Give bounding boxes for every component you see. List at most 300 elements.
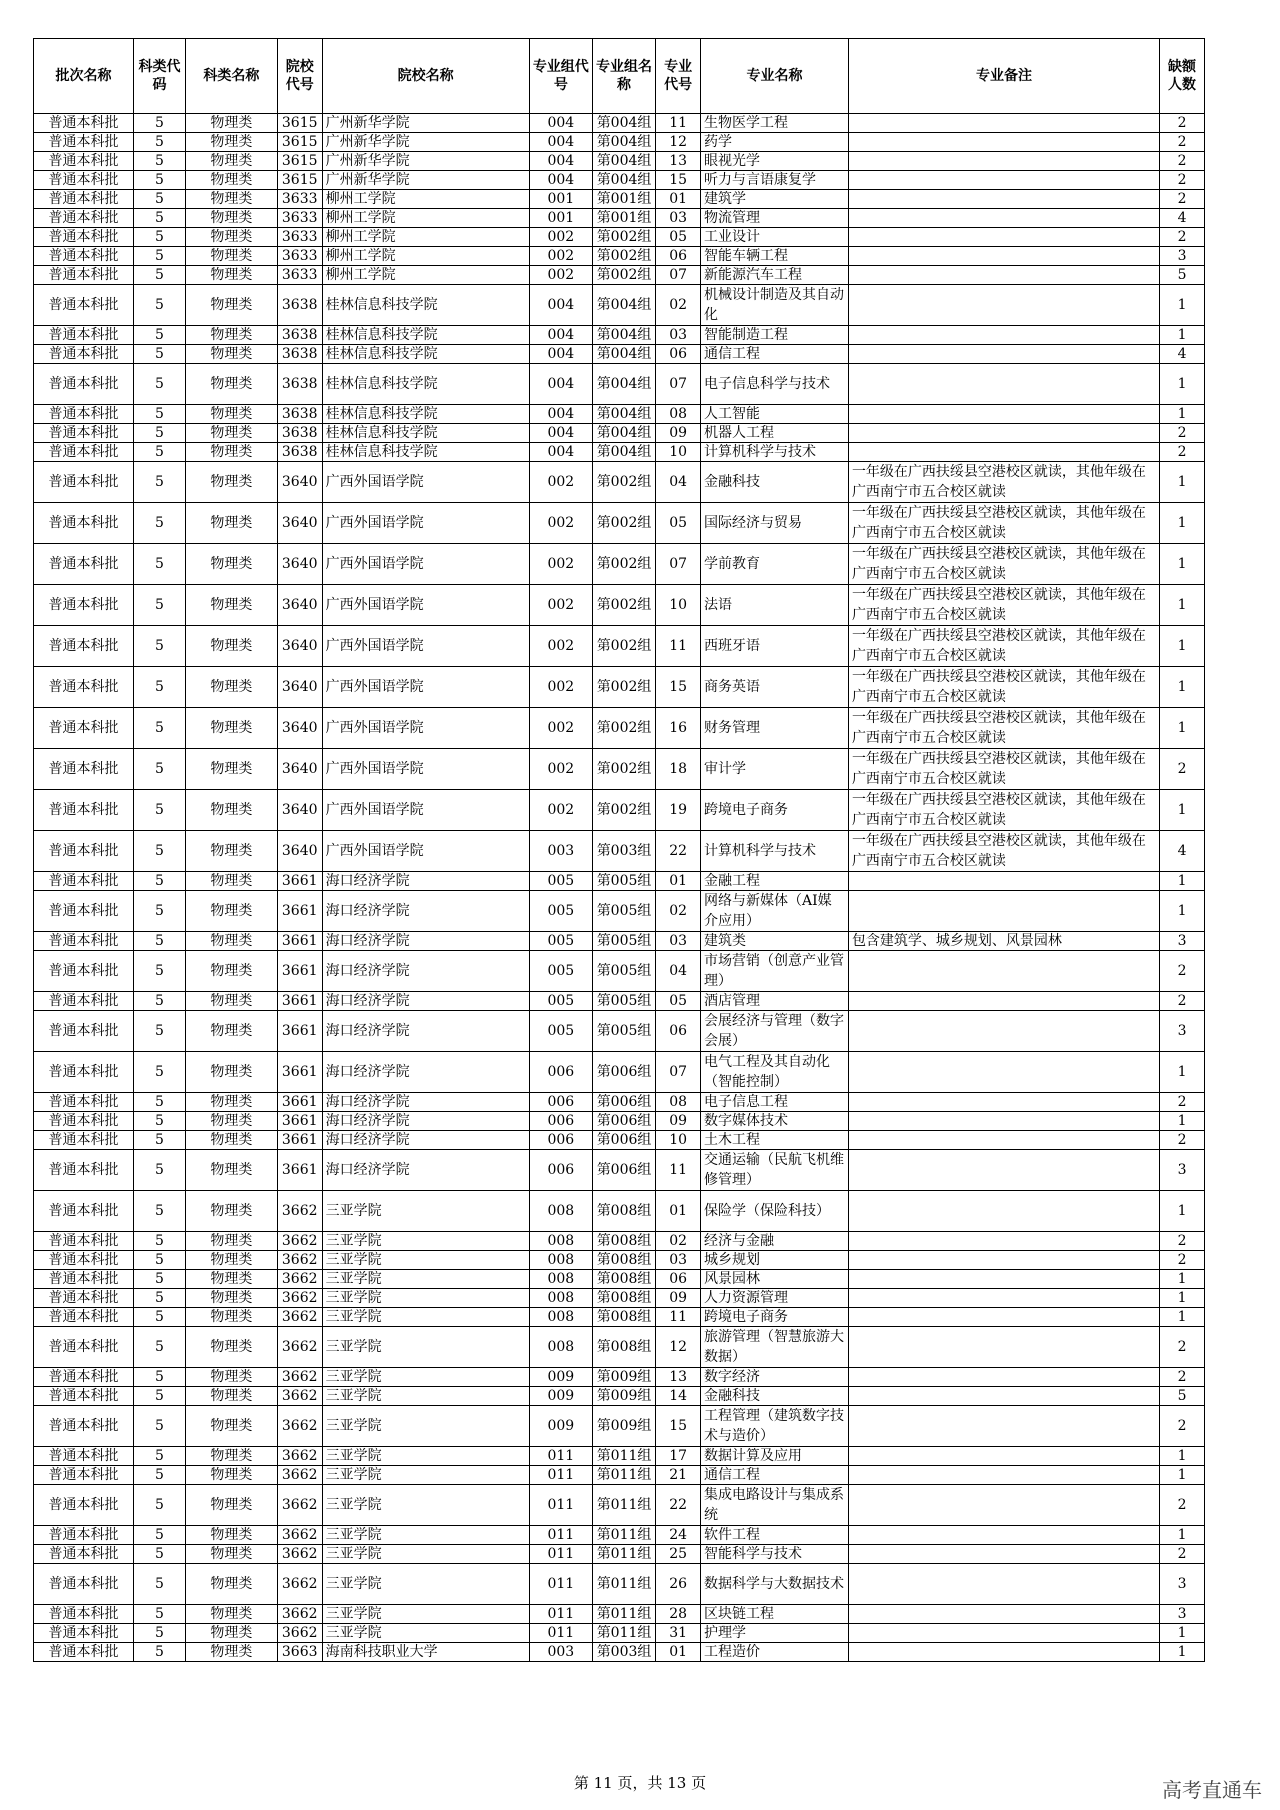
- school-code-cell: 3633: [277, 190, 322, 209]
- school-name-cell: 三亚学院: [322, 1327, 529, 1368]
- major-note-cell: 一年级在广西扶绥县空港校区就读，其他年级在广西南宁市五合校区就读: [848, 626, 1159, 667]
- major-code-cell: 10: [656, 1131, 701, 1150]
- batch-name-cell: 普通本科批: [34, 891, 134, 932]
- batch-name-cell: 普通本科批: [34, 114, 134, 133]
- major-code-cell: 11: [656, 626, 701, 667]
- school-code-cell: 3638: [277, 405, 322, 424]
- subject-code-cell: 5: [133, 190, 185, 209]
- table-row: [34, 749, 1205, 790]
- subject-code-header: 科类代码: [133, 39, 185, 114]
- subject-name-cell: 物理类: [185, 585, 277, 626]
- school-name-cell: 广州新华学院: [322, 171, 529, 190]
- vacancy-count-cell: 1: [1160, 585, 1205, 626]
- group-name-cell: 第004组: [592, 405, 655, 424]
- subject-code-cell: 5: [133, 114, 185, 133]
- major-note-cell: [848, 114, 1159, 133]
- major-name-cell: 学前教育: [701, 544, 849, 585]
- major-note-cell: [848, 133, 1159, 152]
- major-note-cell: [848, 171, 1159, 190]
- major-code-cell: 09: [656, 424, 701, 443]
- subject-name-cell: 物理类: [185, 951, 277, 992]
- school-name-cell: 海口经济学院: [322, 951, 529, 992]
- major-note-cell: [848, 1308, 1159, 1327]
- major-code-cell: 05: [656, 503, 701, 544]
- major-note-cell: 一年级在广西扶绥县空港校区就读，其他年级在广西南宁市五合校区就读: [848, 462, 1159, 503]
- group-code-cell: 008: [529, 1327, 592, 1368]
- subject-code-cell: 5: [133, 1406, 185, 1447]
- group-name-cell: 第005组: [592, 1011, 655, 1052]
- school-code-cell: 3640: [277, 749, 322, 790]
- school-name-cell: 广西外国语学院: [322, 585, 529, 626]
- batch-name-cell: 普通本科批: [34, 1564, 134, 1605]
- subject-name-cell: 物理类: [185, 1447, 277, 1466]
- major-code-cell: 10: [656, 585, 701, 626]
- group-code-cell: 006: [529, 1150, 592, 1191]
- group-code-cell: 011: [529, 1564, 592, 1605]
- batch-name-cell: 普通本科批: [34, 1466, 134, 1485]
- batch-name-cell: 普通本科批: [34, 190, 134, 209]
- subject-code-cell: 5: [133, 992, 185, 1011]
- school-name-cell: 海口经济学院: [322, 1011, 529, 1052]
- batch-name-cell: 普通本科批: [34, 133, 134, 152]
- major-note-cell: [848, 1624, 1159, 1643]
- table-row: [34, 585, 1205, 626]
- vacancy-count-cell: 1: [1160, 626, 1205, 667]
- table-row: [34, 544, 1205, 585]
- major-name-cell: 跨境电子商务: [701, 1308, 849, 1327]
- major-note-cell: [848, 1232, 1159, 1251]
- group-name-cell: 第008组: [592, 1232, 655, 1251]
- school-code-cell: 3615: [277, 133, 322, 152]
- major-code-cell: 12: [656, 133, 701, 152]
- group-code-cell: 011: [529, 1447, 592, 1466]
- school-name-cell: 广西外国语学院: [322, 749, 529, 790]
- group-code-cell: 002: [529, 790, 592, 831]
- major-note-cell: 一年级在广西扶绥县空港校区就读，其他年级在广西南宁市五合校区就读: [848, 790, 1159, 831]
- major-note-cell: [848, 1270, 1159, 1289]
- major-name-cell: 市场营销（创意产业管理）: [701, 951, 849, 992]
- major-note-cell: [848, 1011, 1159, 1052]
- school-name-cell: 海口经济学院: [322, 891, 529, 932]
- major-name-cell: 新能源汽车工程: [701, 266, 849, 285]
- vacancy-count-cell: 2: [1160, 1093, 1205, 1112]
- school-name-cell: 桂林信息科技学院: [322, 405, 529, 424]
- group-name-cell: 第006组: [592, 1131, 655, 1150]
- group-name-cell: 第002组: [592, 544, 655, 585]
- subject-code-cell: 5: [133, 1387, 185, 1406]
- group-code-cell: 011: [529, 1526, 592, 1545]
- major-name-cell: 风景园林: [701, 1270, 849, 1289]
- subject-name-cell: 物理类: [185, 626, 277, 667]
- group-name-cell: 第008组: [592, 1191, 655, 1232]
- vacancy-count-cell: 1: [1160, 326, 1205, 345]
- vacancy-count-cell: 2: [1160, 951, 1205, 992]
- subject-code-cell: 5: [133, 1643, 185, 1662]
- vacancy-count-cell: 1: [1160, 1270, 1205, 1289]
- batch-name-cell: 普通本科批: [34, 443, 134, 462]
- major-note-cell: 一年级在广西扶绥县空港校区就读，其他年级在广西南宁市五合校区就读: [848, 708, 1159, 749]
- table-row: [34, 1131, 1205, 1150]
- group-name-cell: 第008组: [592, 1308, 655, 1327]
- major-note-cell: [848, 247, 1159, 266]
- school-code-cell: 3640: [277, 626, 322, 667]
- major-name-cell: 计算机科学与技术: [701, 443, 849, 462]
- major-name-header: 专业名称: [701, 39, 849, 114]
- subject-name-cell: 物理类: [185, 1131, 277, 1150]
- batch-name-cell: 普通本科批: [34, 424, 134, 443]
- table-row: [34, 1605, 1205, 1624]
- vacancy-count-cell: 1: [1160, 667, 1205, 708]
- group-name-cell: 第004组: [592, 326, 655, 345]
- school-code-cell: 3640: [277, 503, 322, 544]
- vacancy-count-cell: 2: [1160, 152, 1205, 171]
- table-row: [34, 790, 1205, 831]
- school-name-cell: 广西外国语学院: [322, 667, 529, 708]
- major-code-cell: 07: [656, 266, 701, 285]
- vacancy-count-cell: 1: [1160, 1112, 1205, 1131]
- school-code-cell: 3662: [277, 1466, 322, 1485]
- subject-name-cell: 物理类: [185, 345, 277, 364]
- group-code-cell: 008: [529, 1289, 592, 1308]
- table-row: [34, 152, 1205, 171]
- table-row: [34, 831, 1205, 872]
- batch-name-cell: 普通本科批: [34, 171, 134, 190]
- vacancy-count-cell: 3: [1160, 1011, 1205, 1052]
- major-note-cell: [848, 1368, 1159, 1387]
- group-code-cell: 005: [529, 891, 592, 932]
- school-name-cell: 三亚学院: [322, 1191, 529, 1232]
- vacancy-count-cell: 3: [1160, 1564, 1205, 1605]
- subject-name-cell: 物理类: [185, 1289, 277, 1308]
- major-note-cell: [848, 228, 1159, 247]
- group-name-cell: 第005组: [592, 992, 655, 1011]
- batch-name-cell: 普通本科批: [34, 1150, 134, 1191]
- major-code-cell: 24: [656, 1526, 701, 1545]
- table-row: [34, 1406, 1205, 1447]
- major-name-cell: 土木工程: [701, 1131, 849, 1150]
- table-row: [34, 285, 1205, 326]
- subject-name-cell: 物理类: [185, 1368, 277, 1387]
- subject-name-cell: 物理类: [185, 503, 277, 544]
- school-name-cell: 海口经济学院: [322, 1093, 529, 1112]
- major-name-cell: 网络与新媒体（AI媒介应用）: [701, 891, 849, 932]
- major-code-cell: 01: [656, 1643, 701, 1662]
- group-name-cell: 第011组: [592, 1564, 655, 1605]
- vacancy-count-cell: 1: [1160, 285, 1205, 326]
- group-name-cell: 第002组: [592, 626, 655, 667]
- school-code-cell: 3661: [277, 872, 322, 891]
- major-note-cell: [848, 345, 1159, 364]
- subject-name-cell: 物理类: [185, 1564, 277, 1605]
- major-code-cell: 05: [656, 992, 701, 1011]
- major-code-cell: 21: [656, 1466, 701, 1485]
- vacancy-count-cell: 2: [1160, 1368, 1205, 1387]
- major-note-cell: [848, 1131, 1159, 1150]
- school-name-cell: 海口经济学院: [322, 1052, 529, 1093]
- school-name-cell: 广西外国语学院: [322, 708, 529, 749]
- table-row: [34, 932, 1205, 951]
- school-name-cell: 海口经济学院: [322, 1131, 529, 1150]
- major-code-header: 专业代号: [656, 39, 701, 114]
- batch-name-cell: 普通本科批: [34, 749, 134, 790]
- school-name-cell: 三亚学院: [322, 1406, 529, 1447]
- school-name-cell: 广州新华学院: [322, 114, 529, 133]
- major-note-cell: [848, 326, 1159, 345]
- school-name-cell: 桂林信息科技学院: [322, 345, 529, 364]
- subject-name-cell: 物理类: [185, 992, 277, 1011]
- vacancy-count-cell: 2: [1160, 749, 1205, 790]
- school-code-cell: 3662: [277, 1232, 322, 1251]
- group-name-cell: 第001组: [592, 209, 655, 228]
- batch-name-cell: 普通本科批: [34, 1545, 134, 1564]
- major-code-cell: 06: [656, 1011, 701, 1052]
- major-name-cell: 工程造价: [701, 1643, 849, 1662]
- major-note-cell: 一年级在广西扶绥县空港校区就读，其他年级在广西南宁市五合校区就读: [848, 544, 1159, 585]
- group-code-cell: 003: [529, 831, 592, 872]
- table-row: [34, 1251, 1205, 1270]
- major-name-cell: 机械设计制造及其自动化: [701, 285, 849, 326]
- group-code-cell: 004: [529, 364, 592, 405]
- vacancy-count-cell: 2: [1160, 1232, 1205, 1251]
- school-name-cell: 柳州工学院: [322, 190, 529, 209]
- school-code-cell: 3661: [277, 1093, 322, 1112]
- subject-name-cell: 物理类: [185, 424, 277, 443]
- batch-name-cell: 普通本科批: [34, 209, 134, 228]
- school-name-cell: 海口经济学院: [322, 1112, 529, 1131]
- major-code-cell: 10: [656, 443, 701, 462]
- major-note-cell: 一年级在广西扶绥县空港校区就读，其他年级在广西南宁市五合校区就读: [848, 585, 1159, 626]
- school-code-cell: 3662: [277, 1605, 322, 1624]
- batch-name-cell: 普通本科批: [34, 266, 134, 285]
- table-row: [34, 405, 1205, 424]
- subject-code-cell: 5: [133, 1011, 185, 1052]
- school-name-cell: 三亚学院: [322, 1466, 529, 1485]
- group-name-cell: 第008组: [592, 1251, 655, 1270]
- school-code-cell: 3615: [277, 152, 322, 171]
- vacancy-count-cell: 4: [1160, 209, 1205, 228]
- batch-name-cell: 普通本科批: [34, 1485, 134, 1526]
- major-name-cell: 经济与金融: [701, 1232, 849, 1251]
- major-name-cell: 电子信息工程: [701, 1093, 849, 1112]
- major-name-cell: 城乡规划: [701, 1251, 849, 1270]
- subject-name-cell: 物理类: [185, 872, 277, 891]
- major-code-cell: 07: [656, 544, 701, 585]
- group-name-cell: 第002组: [592, 503, 655, 544]
- subject-code-cell: 5: [133, 1251, 185, 1270]
- group-code-cell: 002: [529, 503, 592, 544]
- group-name-cell: 第003组: [592, 1643, 655, 1662]
- table-row: [34, 1327, 1205, 1368]
- batch-name-cell: 普通本科批: [34, 1011, 134, 1052]
- major-code-cell: 13: [656, 1368, 701, 1387]
- group-code-cell: 008: [529, 1191, 592, 1232]
- major-name-cell: 法语: [701, 585, 849, 626]
- table-row: [34, 1052, 1205, 1093]
- group-code-cell: 004: [529, 171, 592, 190]
- group-name-cell: 第002组: [592, 585, 655, 626]
- group-code-cell: 011: [529, 1466, 592, 1485]
- subject-code-cell: 5: [133, 1052, 185, 1093]
- vacancy-count-cell: 1: [1160, 405, 1205, 424]
- watermark-text: 高考直通车: [1162, 1778, 1262, 1802]
- school-code-cell: 3638: [277, 424, 322, 443]
- major-note-cell: [848, 285, 1159, 326]
- major-code-cell: 22: [656, 1485, 701, 1526]
- subject-name-cell: 物理类: [185, 247, 277, 266]
- table-row: [34, 626, 1205, 667]
- group-name-cell: 第011组: [592, 1545, 655, 1564]
- major-name-cell: 财务管理: [701, 708, 849, 749]
- batch-name-cell: 普通本科批: [34, 1406, 134, 1447]
- major-name-cell: 工业设计: [701, 228, 849, 247]
- major-name-cell: 数据科学与大数据技术: [701, 1564, 849, 1605]
- vacancy-count-cell: 2: [1160, 1251, 1205, 1270]
- school-name-cell: 三亚学院: [322, 1564, 529, 1605]
- table-row: [34, 1308, 1205, 1327]
- subject-name-cell: 物理类: [185, 932, 277, 951]
- school-code-cell: 3640: [277, 667, 322, 708]
- group-name-cell: 第006组: [592, 1093, 655, 1112]
- major-code-cell: 25: [656, 1545, 701, 1564]
- school-name-cell: 桂林信息科技学院: [322, 424, 529, 443]
- batch-name-cell: 普通本科批: [34, 1191, 134, 1232]
- vacancy-count-cell: 2: [1160, 1406, 1205, 1447]
- group-code-cell: 002: [529, 228, 592, 247]
- major-note-cell: [848, 443, 1159, 462]
- table-row: [34, 133, 1205, 152]
- table-row: [34, 951, 1205, 992]
- school-name-cell: 广西外国语学院: [322, 544, 529, 585]
- major-code-cell: 08: [656, 405, 701, 424]
- school-code-cell: 3662: [277, 1564, 322, 1605]
- vacancy-count-cell: 2: [1160, 992, 1205, 1011]
- school-code-cell: 3633: [277, 266, 322, 285]
- school-code-cell: 3662: [277, 1526, 322, 1545]
- major-code-cell: 17: [656, 1447, 701, 1466]
- major-code-cell: 12: [656, 1327, 701, 1368]
- major-name-cell: 数据计算及应用: [701, 1447, 849, 1466]
- group-code-cell: 004: [529, 326, 592, 345]
- major-name-cell: 旅游管理（智慧旅游大数据）: [701, 1327, 849, 1368]
- school-name-cell: 海口经济学院: [322, 872, 529, 891]
- table-row: [34, 326, 1205, 345]
- subject-name-header: 科类名称: [185, 39, 277, 114]
- subject-code-cell: 5: [133, 1624, 185, 1643]
- group-code-cell: 005: [529, 932, 592, 951]
- batch-name-cell: 普通本科批: [34, 1605, 134, 1624]
- group-name-cell: 第004组: [592, 285, 655, 326]
- header-row: [34, 39, 1205, 114]
- group-name-cell: 第004组: [592, 171, 655, 190]
- vacancy-count-cell: 1: [1160, 1289, 1205, 1308]
- school-code-cell: 3640: [277, 585, 322, 626]
- vacancy-count-cell: 2: [1160, 133, 1205, 152]
- table-row: [34, 1643, 1205, 1662]
- major-name-cell: 会展经济与管理（数字会展）: [701, 1011, 849, 1052]
- batch-name-cell: 普通本科批: [34, 228, 134, 247]
- batch-name-header: 批次名称: [34, 39, 134, 114]
- group-name-cell: 第006组: [592, 1052, 655, 1093]
- table-row: [34, 190, 1205, 209]
- subject-name-cell: 物理类: [185, 152, 277, 171]
- subject-code-cell: 5: [133, 1232, 185, 1251]
- major-name-cell: 跨境电子商务: [701, 790, 849, 831]
- major-code-cell: 31: [656, 1624, 701, 1643]
- table-row: [34, 1545, 1205, 1564]
- subject-name-cell: 物理类: [185, 1485, 277, 1526]
- school-code-cell: 3640: [277, 790, 322, 831]
- subject-name-cell: 物理类: [185, 266, 277, 285]
- vacancy-count-cell: 4: [1160, 345, 1205, 364]
- group-code-cell: 009: [529, 1368, 592, 1387]
- group-code-cell: 006: [529, 1131, 592, 1150]
- table-row: [34, 1093, 1205, 1112]
- group-code-cell: 002: [529, 247, 592, 266]
- major-name-cell: 审计学: [701, 749, 849, 790]
- group-name-cell: 第002组: [592, 790, 655, 831]
- school-code-cell: 3662: [277, 1327, 322, 1368]
- major-name-cell: 计算机科学与技术: [701, 831, 849, 872]
- table-row: [34, 872, 1205, 891]
- major-code-cell: 15: [656, 171, 701, 190]
- batch-name-cell: 普通本科批: [34, 951, 134, 992]
- major-code-cell: 04: [656, 951, 701, 992]
- table-row: [34, 992, 1205, 1011]
- subject-code-cell: 5: [133, 544, 185, 585]
- school-name-cell: 柳州工学院: [322, 228, 529, 247]
- major-name-cell: 工程管理（建筑数字技术与造价）: [701, 1406, 849, 1447]
- major-note-cell: 一年级在广西扶绥县空港校区就读，其他年级在广西南宁市五合校区就读: [848, 749, 1159, 790]
- batch-name-cell: 普通本科批: [34, 626, 134, 667]
- subject-code-cell: 5: [133, 1564, 185, 1605]
- major-name-cell: 数字经济: [701, 1368, 849, 1387]
- subject-code-cell: 5: [133, 1093, 185, 1112]
- major-name-cell: 集成电路设计与集成系统: [701, 1485, 849, 1526]
- subject-code-cell: 5: [133, 405, 185, 424]
- major-name-cell: 建筑类: [701, 932, 849, 951]
- subject-code-cell: 5: [133, 951, 185, 992]
- vacancy-count-cell: 5: [1160, 1387, 1205, 1406]
- school-name-cell: 广州新华学院: [322, 133, 529, 152]
- group-code-cell: 005: [529, 992, 592, 1011]
- vacancy-count-cell: 2: [1160, 443, 1205, 462]
- group-name-cell: 第002组: [592, 667, 655, 708]
- subject-code-cell: 5: [133, 1605, 185, 1624]
- batch-name-cell: 普通本科批: [34, 247, 134, 266]
- table-row: [34, 1232, 1205, 1251]
- major-code-cell: 19: [656, 790, 701, 831]
- subject-code-cell: 5: [133, 667, 185, 708]
- major-note-cell: 一年级在广西扶绥县空港校区就读，其他年级在广西南宁市五合校区就读: [848, 831, 1159, 872]
- group-name-cell: 第005组: [592, 872, 655, 891]
- vacancy-header: 缺额人数: [1160, 39, 1205, 114]
- subject-name-cell: 物理类: [185, 1251, 277, 1270]
- school-name-cell: 海口经济学院: [322, 992, 529, 1011]
- subject-name-cell: 物理类: [185, 1327, 277, 1368]
- table-row: [34, 443, 1205, 462]
- major-code-cell: 01: [656, 190, 701, 209]
- vacancy-count-cell: 1: [1160, 891, 1205, 932]
- major-note-cell: [848, 1093, 1159, 1112]
- school-code-cell: 3640: [277, 708, 322, 749]
- school-code-cell: 3662: [277, 1624, 322, 1643]
- table-row: [34, 1289, 1205, 1308]
- subject-code-cell: 5: [133, 209, 185, 228]
- school-name-cell: 三亚学院: [322, 1368, 529, 1387]
- table-row: [34, 891, 1205, 932]
- major-name-cell: 金融工程: [701, 872, 849, 891]
- subject-name-cell: 物理类: [185, 171, 277, 190]
